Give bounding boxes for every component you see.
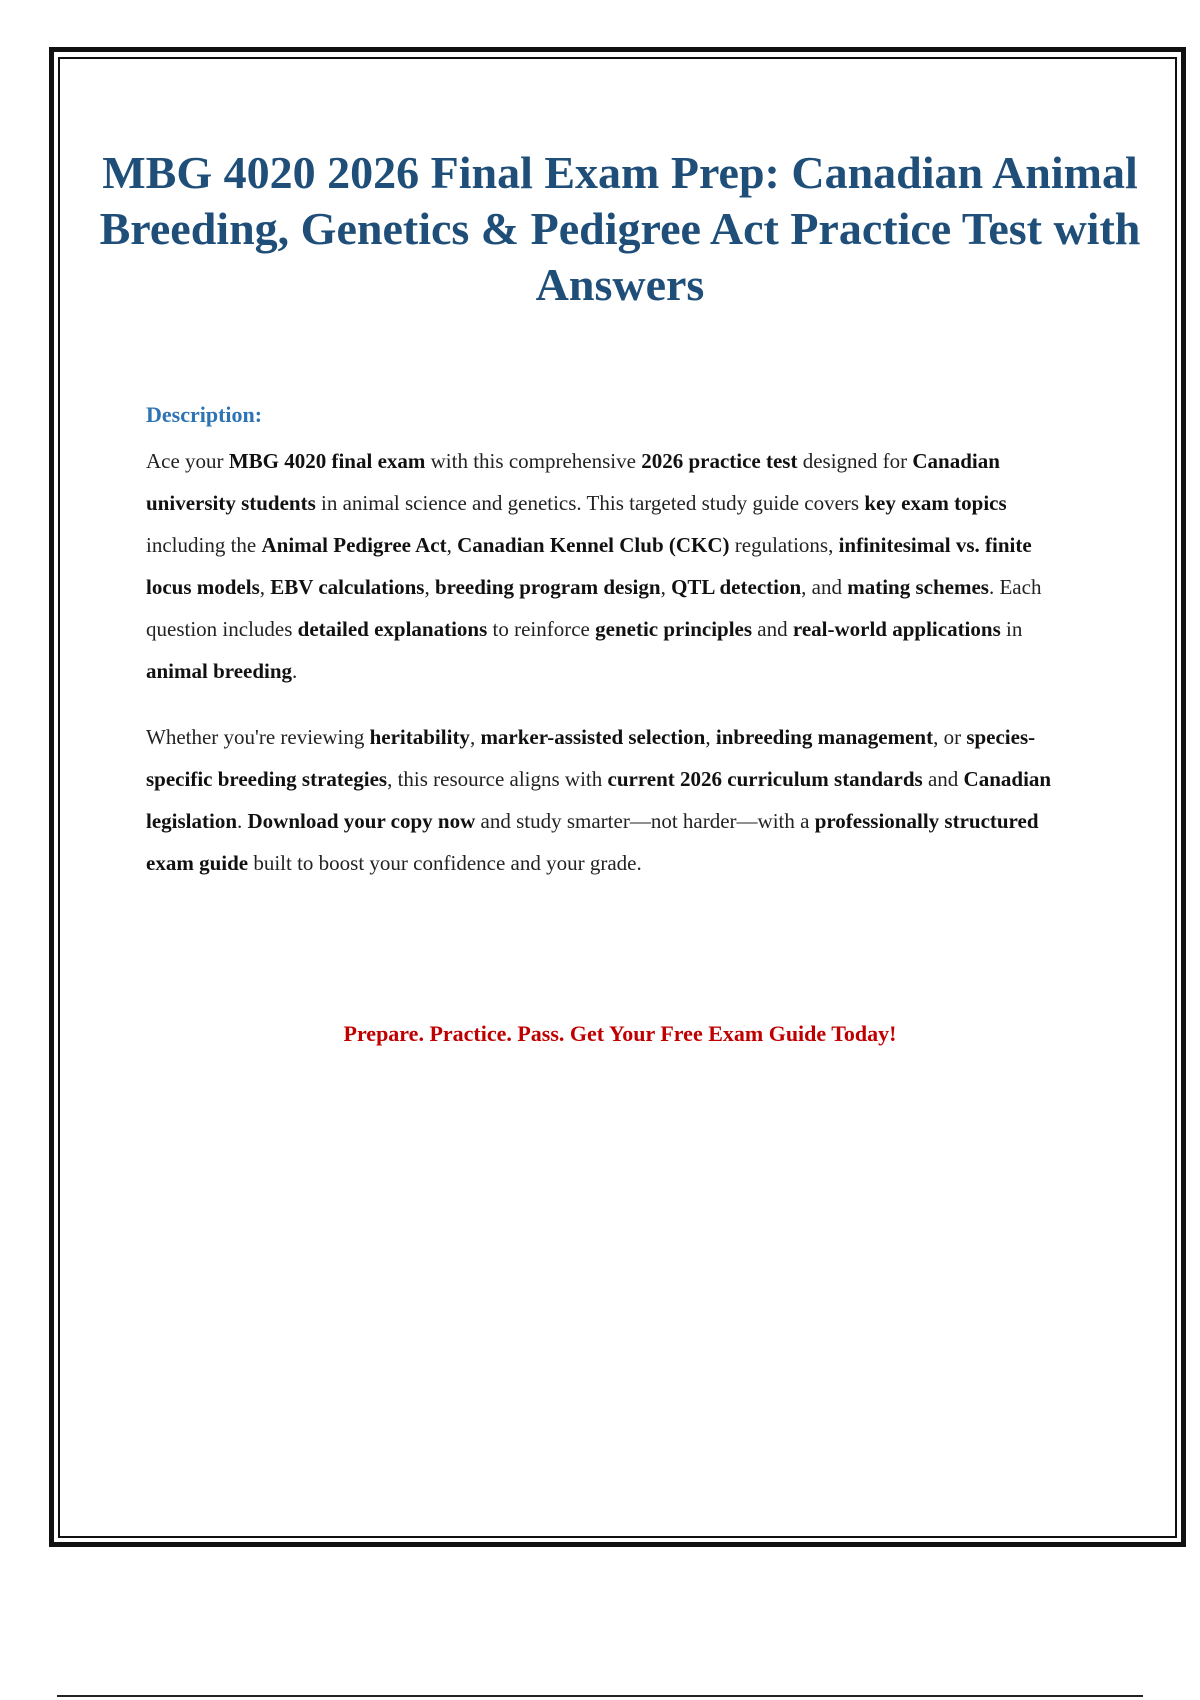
emphasized-text: current 2026 curriculum standards bbox=[607, 767, 923, 791]
emphasized-text: detailed explanations bbox=[297, 617, 488, 641]
emphasized-text: inbreeding management bbox=[715, 725, 934, 749]
emphasized-text: species-specific breeding strategies bbox=[146, 725, 1036, 791]
body-text: and bbox=[922, 767, 964, 791]
body-text: in bbox=[1000, 617, 1023, 641]
body-text: designed for bbox=[797, 449, 913, 473]
emphasized-text: key exam topics bbox=[864, 491, 1007, 515]
body-text: . bbox=[292, 659, 298, 683]
emphasized-text: marker-assisted selection bbox=[480, 725, 706, 749]
emphasized-text: infinitesimal vs. finite locus models bbox=[146, 533, 1032, 599]
body-text: . Each question includes bbox=[146, 575, 1042, 641]
emphasized-text: breeding program design bbox=[434, 575, 661, 599]
emphasized-text: MBG 4020 final exam bbox=[228, 449, 426, 473]
emphasized-text: Canadian university students bbox=[146, 449, 1000, 515]
body-text: , bbox=[424, 575, 435, 599]
body-text: , bbox=[705, 725, 716, 749]
body-text: including the bbox=[146, 533, 262, 557]
body-text: to reinforce bbox=[487, 617, 596, 641]
emphasized-text: 2026 practice test bbox=[641, 449, 798, 473]
emphasized-text: heritability bbox=[369, 725, 470, 749]
body-text: built to boost your confidence and your grade. bbox=[248, 851, 642, 875]
body-text: with this comprehensive bbox=[425, 449, 642, 473]
body-text: in animal science and genetics. This targeted study guide covers bbox=[315, 491, 865, 515]
body-text: , and bbox=[801, 575, 848, 599]
body-text: regulations, bbox=[729, 533, 839, 557]
body-text: , this resource aligns with bbox=[387, 767, 608, 791]
emphasized-text: Canadian Kennel Club (CKC) bbox=[457, 533, 730, 557]
description-paragraph-2 bbox=[146, 716, 1081, 884]
footer-divider bbox=[57, 1695, 1143, 1697]
body-text: and study smarter—not harder—with a bbox=[475, 809, 815, 833]
body-text: , bbox=[446, 533, 458, 557]
description-paragraph-1 bbox=[146, 440, 1081, 692]
call-to-action: Prepare. Practice. Pass. Get Your Free Exam Guide Today! bbox=[343, 1021, 897, 1046]
emphasized-text: Canadian legislation bbox=[146, 767, 1052, 833]
body-text: , bbox=[259, 575, 271, 599]
description-label: Description: bbox=[146, 402, 263, 427]
emphasized-text: real-world applications bbox=[792, 617, 1001, 641]
emphasized-text: genetic principles bbox=[595, 617, 753, 641]
emphasized-text: Download your copy now bbox=[247, 809, 476, 833]
description-section bbox=[146, 398, 1081, 908]
emphasized-text: animal breeding bbox=[146, 659, 293, 683]
document-title: MBG 4020 2026 Final Exam Prep: Canadian Animal Breeding, Genetics & Pedigree Act Practice Test with Answers bbox=[99, 147, 1141, 310]
body-text: , or bbox=[933, 725, 967, 749]
body-text: and bbox=[752, 617, 793, 641]
emphasized-text: EBV calculations bbox=[270, 575, 425, 599]
emphasized-text: mating schemes bbox=[847, 575, 989, 599]
emphasized-text: professionally structured exam guide bbox=[146, 809, 1039, 875]
body-text: Whether you're reviewing bbox=[146, 725, 370, 749]
body-text: , bbox=[660, 575, 672, 599]
body-text: . bbox=[237, 809, 248, 833]
emphasized-text: QTL detection bbox=[671, 575, 802, 599]
body-text: Ace your bbox=[146, 449, 229, 473]
body-text: , bbox=[469, 725, 481, 749]
emphasized-text: Animal Pedigree Act bbox=[261, 533, 447, 557]
